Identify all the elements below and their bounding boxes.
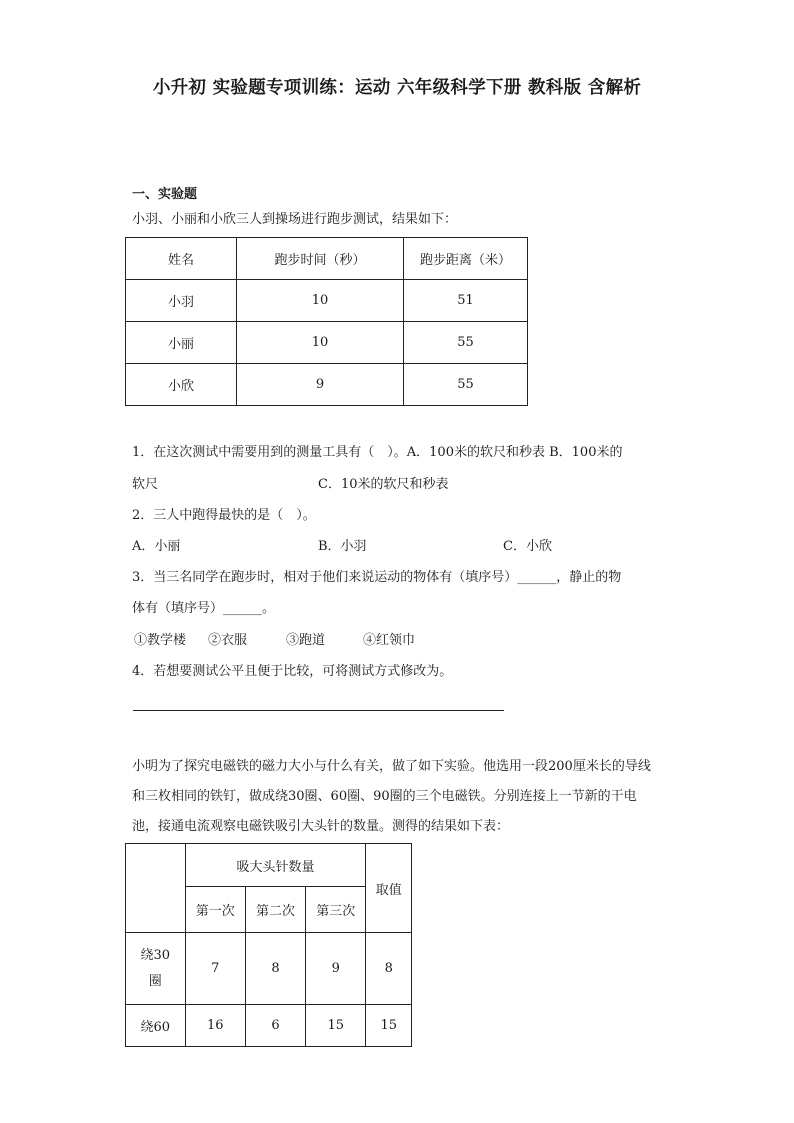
question-3-option-4: ④红领巾 [363, 633, 416, 648]
table-header-row [126, 844, 412, 887]
header-value: 取值 [366, 844, 412, 933]
question-3-option-1: ①教学楼 [134, 633, 187, 648]
header-trial-1: 第一次 [185, 887, 245, 933]
question-1-line-2a: 软尺 [132, 477, 159, 492]
table-row [126, 364, 528, 406]
question-3-option-2: ②衣服 [208, 633, 248, 648]
header-time: 跑步时间（秒） [237, 238, 404, 280]
table-row [126, 280, 528, 322]
question-3-line-2: 体有（填序号）______。 [132, 601, 276, 616]
section-heading: 一、实验题 [132, 187, 198, 202]
cell-value: 8 [366, 933, 412, 1005]
cell-name: 小欣 [126, 364, 237, 406]
question-1-option-c: C．10米的软尺和秒表 [318, 477, 449, 492]
cell-trial-3: 9 [306, 933, 366, 1005]
running-results-table [125, 237, 528, 406]
cell-time: 10 [237, 280, 404, 322]
question-2-option-a: A．小丽 [132, 539, 181, 554]
answer-blank-line [133, 710, 504, 711]
header-trial-2: 第二次 [245, 887, 305, 933]
cell-trial-1: 7 [185, 933, 245, 1005]
question-3-option-3: ③跑道 [286, 633, 326, 648]
row-label: 绕30圈 [126, 933, 186, 1005]
question-4: 4．若想要测试公平且便于比较，可将测试方式修改为。 [132, 664, 453, 679]
cell-time: 9 [237, 364, 404, 406]
header-distance: 跑步距离（米） [404, 238, 528, 280]
table-header-row [126, 238, 528, 280]
table-row [126, 933, 412, 1005]
header-blank [126, 844, 186, 933]
question-2: 2．三人中跑得最快的是（ ）。 [132, 508, 316, 523]
electromagnet-results-table [125, 843, 412, 1047]
row-label: 绕60 [126, 1005, 186, 1047]
cell-distance: 55 [404, 322, 528, 364]
cell-time: 10 [237, 322, 404, 364]
question-3-line-1: 3．当三名同学在跑步时，相对于他们来说运动的物体有（填序号）______，静止的物 [132, 570, 622, 585]
question-1-line-1: 1．在这次测试中需要用到的测量工具有（ ）。A．100米的软尺和秒表 B．100米的 [132, 445, 623, 460]
question-2-option-c: C．小欣 [503, 539, 552, 554]
header-trial-3: 第三次 [306, 887, 366, 933]
cell-value: 15 [366, 1005, 412, 1047]
cell-distance: 55 [404, 364, 528, 406]
cell-distance: 51 [404, 280, 528, 322]
cell-name: 小羽 [126, 280, 237, 322]
cell-trial-2: 8 [245, 933, 305, 1005]
page-title: 小升初 实验题专项训练：运动 六年级科学下册 教科版 含解析 [152, 78, 642, 98]
table-row [126, 322, 528, 364]
intro-running: 小羽、小丽和小欣三人到操场进行跑步测试，结果如下： [132, 212, 458, 227]
cell-trial-1: 16 [185, 1005, 245, 1047]
cell-trial-3: 15 [306, 1005, 366, 1047]
cell-name: 小丽 [126, 322, 237, 364]
header-pin-count: 吸大头针数量 [185, 844, 366, 887]
intro-electromagnet: 小明为了探究电磁铁的磁力大小与什么有关，做了如下实验。他选用一段200厘米长的导线和三枚相同的铁钉，做成绕30圈、60圈、90圈的三个电磁铁。分别连接上一节新的干电池，接通电流观察电磁铁吸引大头针的数量。测得的结果如下表： [132, 759, 651, 834]
header-name: 姓名 [126, 238, 237, 280]
cell-trial-2: 6 [245, 1005, 305, 1047]
question-2-option-b: B．小羽 [318, 539, 367, 554]
table-row [126, 1005, 412, 1047]
